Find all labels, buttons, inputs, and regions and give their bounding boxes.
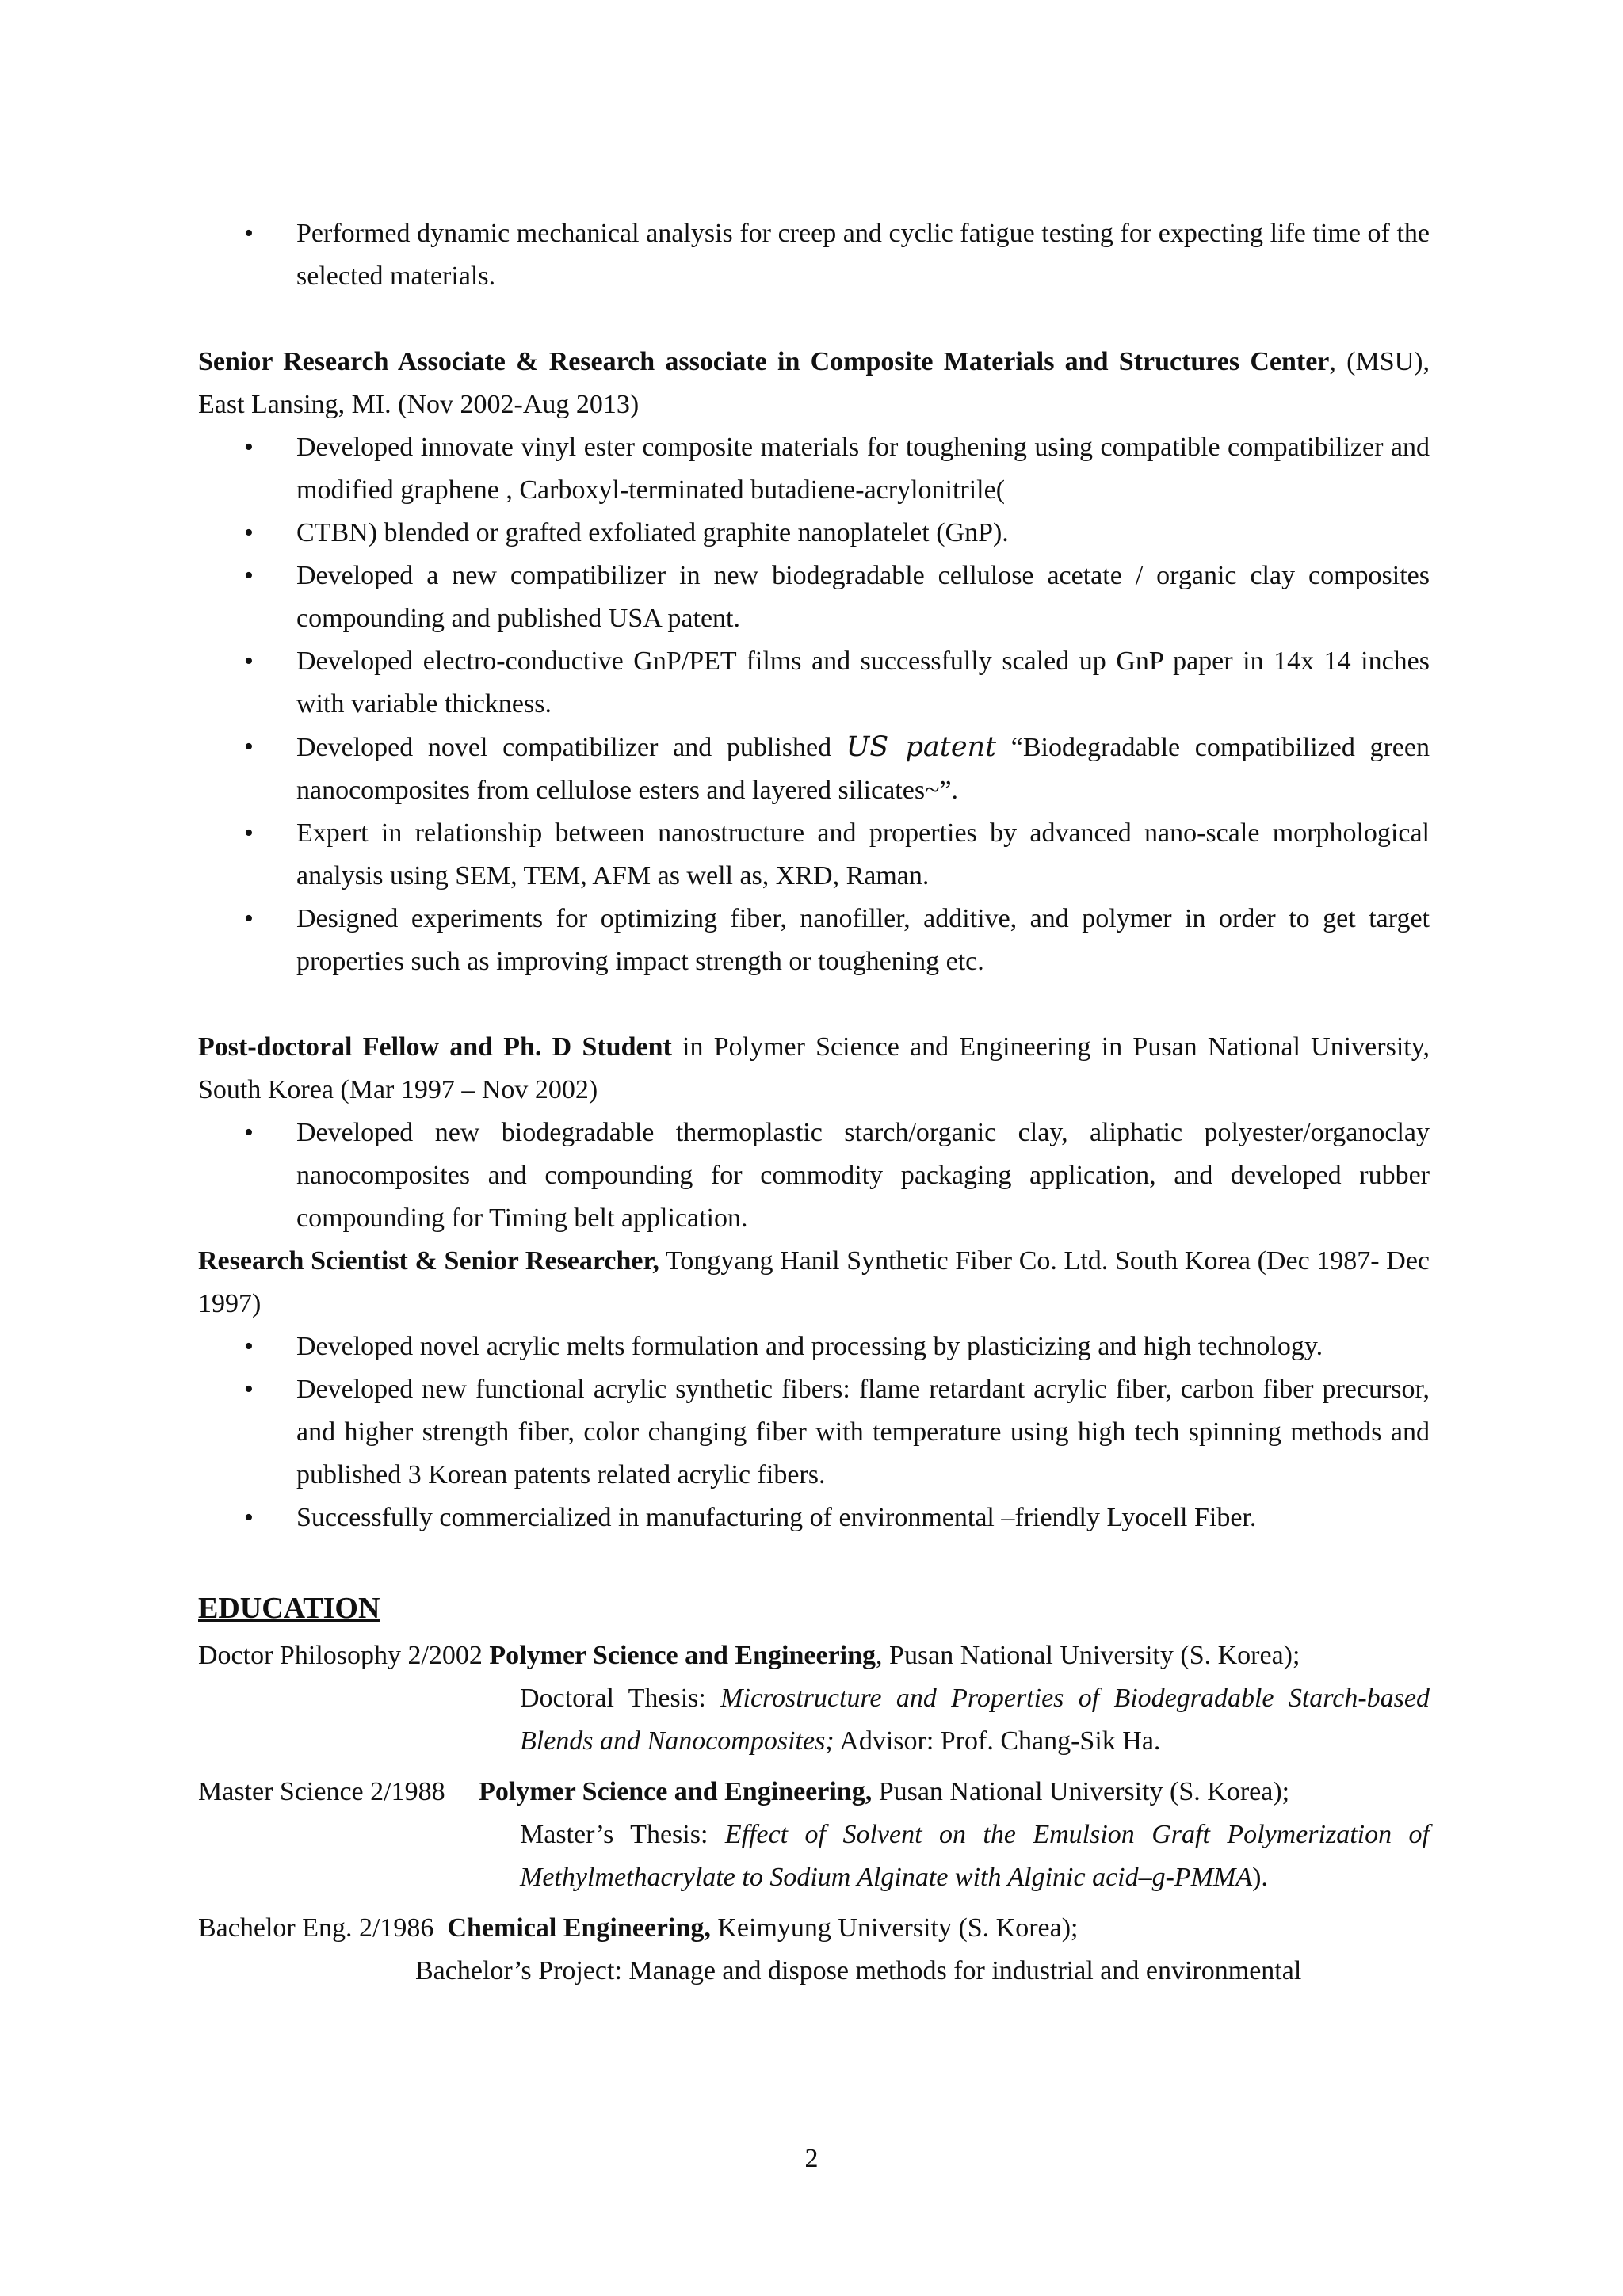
edu-ms-line <box>198 1771 1430 1814</box>
edu-ms-thesis <box>198 1814 1430 1899</box>
msu-position-header <box>198 341 1430 426</box>
edu-bs-field: Chemical Engineering, <box>447 1913 711 1943</box>
bullet-item: • CTBN) blended or grafted exfoliated graphite nanoplatelet (GnP). <box>198 512 1430 555</box>
edu-bs-degree: Bachelor Eng. 2/1986 <box>198 1913 448 1943</box>
resume-page <box>198 212 1430 1993</box>
spacer <box>198 983 1430 1026</box>
bullet-item: • Developed a new compatibilizer in new biodegradable cellulose acetate / organic clay composites compounding and published USA patent. <box>198 555 1430 640</box>
msu-bullets <box>198 426 1430 983</box>
thesis-label: Doctoral Thesis: <box>520 1684 721 1713</box>
edu-phd-field: Polymer Science and Engineering <box>489 1641 876 1670</box>
bullet-item: • Expert in relationship between nanostructure and properties by advanced nano-scale morphological analysis using SEM, TEM, AFM as well as, XRD, Raman. <box>198 812 1430 898</box>
bullet-item: • Developed novel acrylic melts formulation and processing by plasticizing and high technology. <box>198 1325 1430 1368</box>
thesis-title: Microstructure and Properties of Biodegradable Starch-based Blends and Nanocomposites; <box>520 1684 1430 1756</box>
edu-phd <box>198 1634 1430 1763</box>
bullet-item: • Developed innovate vinyl ester composite materials for toughening using compatible compatibilizer and modified graphene , Carboxyl-terminated butadiene-acrylonitrile( <box>198 426 1430 512</box>
spacer <box>198 1899 1430 1907</box>
msu-position-title: Senior Research Associate & Research associate in Composite Materials and Structures Center <box>198 347 1330 376</box>
page-number: 2 <box>804 2144 819 2173</box>
edu-phd-degree: Doctor Philosophy 2/2002 <box>198 1641 490 1670</box>
edu-phd-line <box>198 1634 1430 1677</box>
pusan-bullets <box>198 1112 1430 1240</box>
edu-bs-institution: Keimyung University (S. Korea); <box>710 1913 1079 1943</box>
pusan-position-title: Post-doctoral Fellow and Ph. D Student <box>198 1032 672 1062</box>
edu-phd-thesis <box>198 1677 1430 1763</box>
tongyang-position-details: Tongyang Hanil Synthetic Fiber Co. Ltd. South Korea (Dec 1987- Dec 1997) <box>198 1246 1430 1318</box>
bullet-item: • Successfully commercialized in manufacturing of environmental –friendly Lyocell Fiber. <box>198 1497 1430 1539</box>
bullet-item: • Designed experiments for optimizing fiber, nanofiller, additive, and polymer in order to get target properties such as improving impact strength or toughening etc. <box>198 898 1430 983</box>
bullet-item: • Developed new functional acrylic synthetic fibers: flame retardant acrylic fiber, carbon fiber precursor, and higher strength fiber, color changing fiber with temperature using high tech spinning methods and published 3 Korean patents related acrylic fibers. <box>198 1368 1430 1497</box>
msu-position-details: , (MSU), East Lansing, MI. (Nov 2002-Aug 2013) <box>198 347 1430 419</box>
pusan-position-header <box>198 1026 1430 1112</box>
edu-ms-field: Polymer Science and Engineering, <box>479 1777 873 1806</box>
edu-bs-line <box>198 1907 1430 1950</box>
bullet-text: “Biodegradable compatibilized green nanocomposites from cellulose esters and layered silicates~”. <box>296 733 1430 805</box>
edu-ms-institution: Pusan National University (S. Korea); <box>872 1777 1290 1806</box>
spacer <box>198 1539 1430 1582</box>
tongyang-position-header <box>198 1240 1430 1325</box>
advisor: Advisor: Prof. Chang-Sik Ha. <box>834 1726 1161 1756</box>
tongyang-position-title: Research Scientist & Senior Researcher, <box>198 1246 659 1276</box>
bullet-item: • Developed electro-conductive GnP/PET films and successfully scaled up GnP paper in 14x 14 inches with variable thickness. <box>198 640 1430 726</box>
edu-ms <box>198 1771 1430 1899</box>
bullet-item-patent <box>198 726 1430 812</box>
us-patent-emphasis: US patent <box>846 731 997 763</box>
spacer <box>198 298 1430 341</box>
pusan-position-details: in Polymer Science and Engineering in Pusan National University, South Korea (Mar 1997 – Nov 2002) <box>198 1032 1430 1104</box>
education-heading: EDUCATION <box>198 1592 380 1625</box>
tongyang-bullets <box>198 1325 1430 1539</box>
edu-phd-institution: , Pusan National University (S. Korea); <box>876 1641 1300 1670</box>
bullet-text: Developed novel compatibilizer and published <box>296 733 846 762</box>
spacer <box>198 1763 1430 1771</box>
thesis-label: Master’s Thesis: <box>520 1820 725 1849</box>
thesis-title: Effect of Solvent on the Emulsion Graft Polymerization of Methylmethacrylate to Sodium Alginate with Alginic acid–g-PMMA <box>520 1820 1430 1892</box>
edu-ms-degree: Master Science 2/1988 <box>198 1777 479 1806</box>
edu-bs <box>198 1907 1430 1993</box>
thesis-end: ). <box>1252 1863 1268 1892</box>
bullet-item: • Performed dynamic mechanical analysis for creep and cyclic fatigue testing for expecting life time of the selected materials. <box>198 212 1430 298</box>
edu-bs-project: Bachelor’s Project: Manage and dispose methods for industrial and environmental <box>415 1956 1302 1985</box>
prior-role-bullets <box>198 212 1430 298</box>
bullet-item: • Developed new biodegradable thermoplastic starch/organic clay, aliphatic polyester/organoclay nanocomposites and compounding for commodity packaging application, and developed rubber compounding for Timing belt application. <box>198 1112 1430 1240</box>
